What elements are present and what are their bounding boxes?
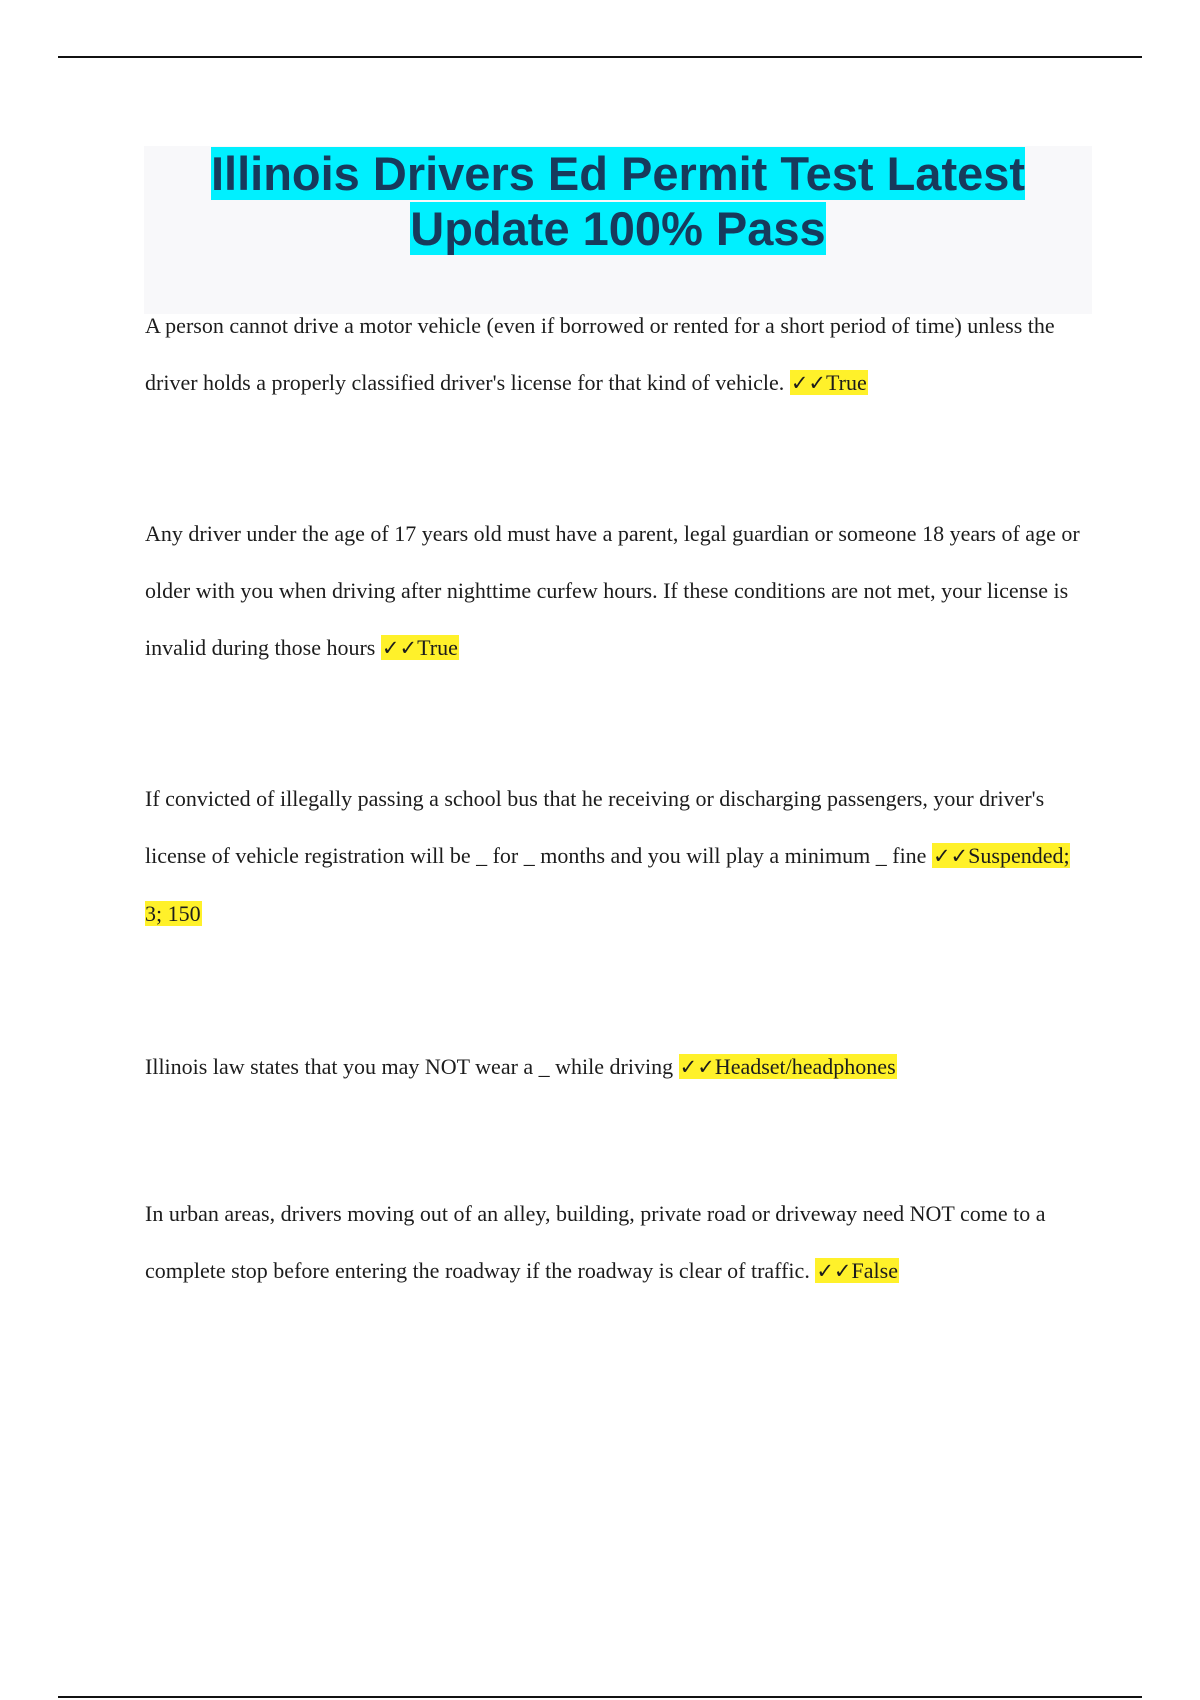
answer-text: True [417, 635, 458, 660]
document-title [144, 146, 1092, 256]
question-item [145, 297, 1085, 412]
answer-text: Suspended; 3; 150 [145, 843, 1070, 926]
question-text: Illinois law states that you may NOT wear a _ while driving [145, 1054, 674, 1079]
check-mark-icon: ✓✓ [932, 844, 969, 868]
bottom-rule [58, 1696, 1142, 1698]
title-highlight: Illinois Drivers Ed Permit Test Latest Update 100% Pass [210, 147, 1026, 255]
check-mark-icon: ✓✓ [790, 371, 827, 395]
answer-text: False [851, 1258, 898, 1283]
check-mark-icon: ✓✓ [679, 1055, 715, 1079]
question-item [145, 505, 1085, 677]
answer-text: True [826, 370, 867, 395]
question-item [145, 770, 1085, 942]
check-mark-icon: ✓✓ [816, 1259, 852, 1283]
answer-highlight [381, 635, 459, 660]
question-item [145, 1038, 1085, 1096]
answer-highlight [790, 370, 868, 395]
question-text: Any driver under the age of 17 years old must have a parent, legal guardian or someone 18 years of age or older with you when driving after nighttime curfew hours. If these conditions are not met, your license is invalid during those hours [145, 521, 1080, 660]
check-mark-icon: ✓✓ [381, 636, 418, 660]
question-text: If convicted of illegally passing a school bus that he receiving or discharging passengers, your driver's license of vehicle registration will be _ for _ months and you will play a minimum _ fine [145, 786, 1045, 868]
answer-highlight [815, 1258, 899, 1283]
top-rule [58, 56, 1142, 58]
question-text: A person cannot drive a motor vehicle (even if borrowed or rented for a short period of time) unless the driver holds a properly classified driver's license for that kind of vehicle. [145, 313, 1055, 395]
answer-text: Headset/headphones [714, 1054, 896, 1079]
question-text: In urban areas, drivers moving out of an alley, building, private road or driveway need NOT come to a complete stop before entering the roadway if the roadway is clear of traffic. [145, 1201, 1046, 1283]
answer-highlight [679, 1054, 897, 1079]
title-box [144, 146, 1092, 314]
question-item [145, 1185, 1085, 1300]
